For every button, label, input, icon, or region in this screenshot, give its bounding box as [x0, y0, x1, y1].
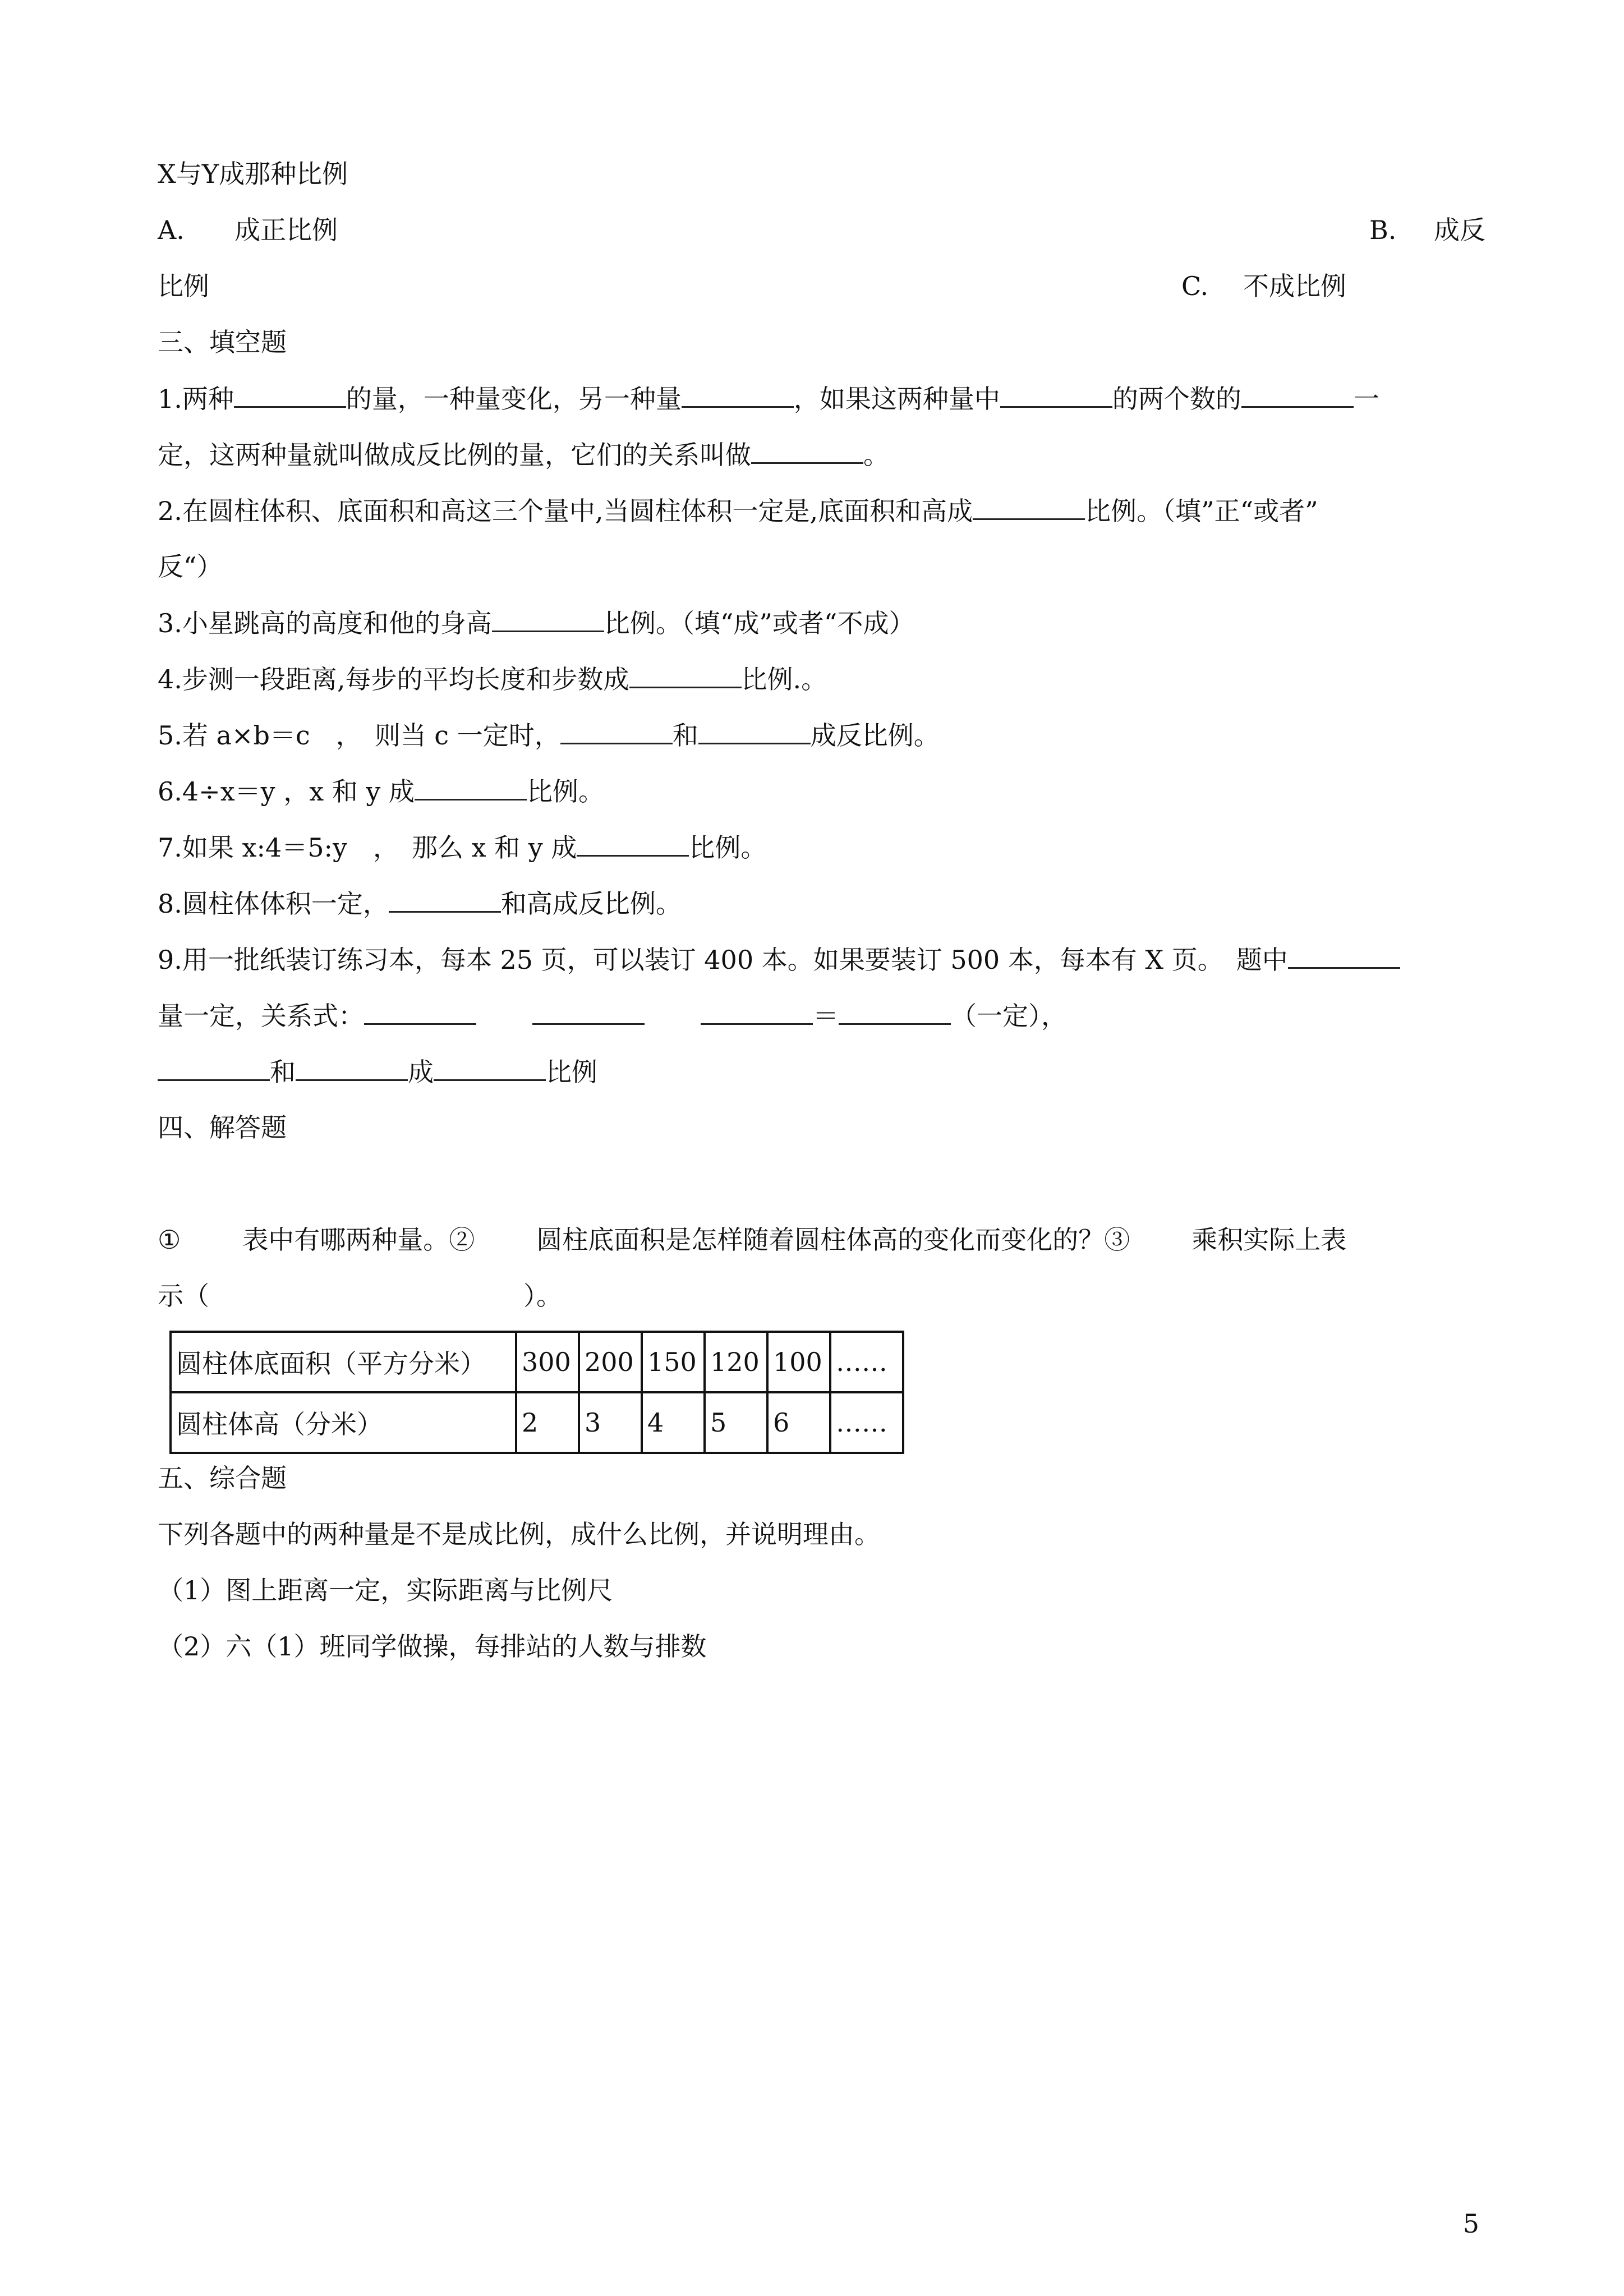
- q8-text-b: 和高成反比例。: [500, 889, 682, 919]
- q9-blank-5[interactable]: [839, 999, 951, 1025]
- q7: [158, 830, 1484, 864]
- table-cell: 6: [767, 1392, 830, 1453]
- q7-text-b: 比例。: [689, 832, 767, 863]
- q1-text-d: 的两个数的: [1112, 384, 1241, 414]
- q5-text-a: 5.若 a×b＝c ， 则当 c 一定时，: [158, 720, 560, 751]
- q1-text-a: 1.两种: [158, 384, 234, 414]
- q9-blank-2[interactable]: [364, 999, 476, 1025]
- data-table: [169, 1331, 904, 1454]
- top-question: [158, 157, 1484, 191]
- choice-a-label: A.: [158, 215, 185, 245]
- choice-b-text: 成反: [1434, 215, 1485, 245]
- row-label: 圆柱体底面积（平方分米）: [171, 1332, 516, 1392]
- q9-text-c: ＝: [813, 1001, 839, 1031]
- section5-title: 五、综合题: [158, 1463, 287, 1493]
- choice-c-text: 不成比例: [1243, 271, 1346, 301]
- section5-q2: （2）六（1）班同学做操，每排站的人数与排数: [158, 1631, 707, 1662]
- q4-blank[interactable]: [629, 662, 742, 688]
- q5-blank-2[interactable]: [698, 718, 811, 744]
- q1-blank-5[interactable]: [751, 438, 863, 464]
- q2-text-a: 2.在圆柱体积、底面积和高这三个量中,当圆柱体积一定是,底面积和高成: [158, 496, 973, 526]
- q9-text-a: 9.用一批纸装订练习本，每本 25 页，可以装订 400 本。如果要装订 500 本，每本有 X 页。 题中: [158, 945, 1288, 975]
- question-text: X与Y成那种比例: [158, 159, 348, 189]
- q5-text-c: 成反比例。: [810, 720, 940, 751]
- section5-q1: （1）图上距离一定，实际距离与比例尺: [158, 1575, 613, 1605]
- q2-line2: 反“）: [158, 551, 223, 582]
- q9-blank-6[interactable]: [158, 1055, 270, 1081]
- q9-text-f: 成: [408, 1057, 434, 1087]
- section3-title: 三、填空题: [158, 327, 287, 357]
- q1-line1: [158, 381, 1484, 416]
- q8-text-a: 8.圆柱体体积一定，: [158, 889, 389, 919]
- q9-line1: [158, 942, 1484, 977]
- q3: [158, 606, 1484, 640]
- choice-a-text: 成正比例: [234, 215, 338, 245]
- table-cell: 3: [579, 1392, 642, 1453]
- q1-text-g: 。: [863, 440, 889, 470]
- q9-blank-3[interactable]: [532, 999, 645, 1025]
- q1-blank-3[interactable]: [1000, 381, 1112, 408]
- table-cell: ……: [830, 1392, 903, 1453]
- table-cell: 5: [705, 1392, 767, 1453]
- q3-text-b: 比例。（填“成”或者“不成）: [604, 608, 915, 638]
- q9-blank-4[interactable]: [701, 999, 813, 1025]
- q9-text-d: （一定），: [951, 1001, 1067, 1031]
- q6: [158, 774, 1484, 808]
- row-label: 圆柱体高（分米）: [171, 1392, 516, 1453]
- q9-blank-1[interactable]: [1288, 942, 1400, 969]
- table-cell: 100: [767, 1332, 830, 1392]
- s4-marker-1: ①: [158, 1225, 181, 1255]
- choice-c-label: C.: [1181, 271, 1209, 301]
- table-cell: 4: [642, 1392, 705, 1453]
- q4-text-a: 4.步测一段距离,每步的平均长度和步数成: [158, 664, 629, 694]
- q1-text-f: 定，这两种量就叫做成反比例的量，它们的关系叫做: [158, 440, 751, 470]
- q9-line3: [158, 1055, 1484, 1089]
- q1-line2: [158, 438, 1484, 472]
- table-cell: 200: [579, 1332, 642, 1392]
- table-cell: 120: [705, 1332, 767, 1392]
- q5: [158, 718, 1484, 752]
- s4-text-open: 示（: [158, 1281, 209, 1311]
- q1-text-b: 的量，一种量变化，另一种量: [346, 384, 682, 414]
- choice-b-label: B.: [1369, 215, 1397, 245]
- q3-text-a: 3.小星跳高的高度和他的身高: [158, 608, 492, 638]
- q9-blank-8[interactable]: [434, 1055, 546, 1081]
- q1-blank-2[interactable]: [682, 381, 794, 408]
- q9-blank-7[interactable]: [296, 1055, 408, 1081]
- table-cell: ……: [830, 1332, 903, 1392]
- q6-blank[interactable]: [415, 774, 527, 800]
- q2-blank[interactable]: [973, 494, 1085, 520]
- q4: [158, 662, 1484, 696]
- q1-blank-1[interactable]: [234, 381, 346, 408]
- table-cell: 300: [516, 1332, 579, 1392]
- q1-text-e: 一: [1353, 384, 1379, 414]
- choice-b-text-cont: 比例: [158, 271, 209, 301]
- table-row: [171, 1392, 903, 1453]
- q9-text-e: 和: [270, 1057, 296, 1087]
- q5-text-b: 和: [672, 720, 698, 751]
- s4-text-c: 圆柱底面积是怎样随着圆柱体高的变化而变化的？③: [536, 1225, 1130, 1255]
- section4-title: 四、解答题: [158, 1112, 287, 1143]
- page-number: 5: [1462, 2208, 1479, 2239]
- section5-intro: 下列各题中的两种量是不是成比例，成什么比例，并说明理由。: [158, 1519, 880, 1549]
- choice-row-ab: [158, 213, 1484, 247]
- q2-text-b: 比例。（填”正“或者”: [1085, 496, 1318, 526]
- s4-text-d: 乘积实际上表: [1191, 1225, 1347, 1255]
- table-row: [171, 1332, 903, 1392]
- q8: [158, 886, 1484, 921]
- q9-text-g: 比例: [546, 1057, 597, 1087]
- q9-text-b: 量一定，关系式：: [158, 1001, 364, 1031]
- q2-line1: [158, 494, 1484, 528]
- s4-line2: [158, 1279, 1484, 1313]
- q7-blank[interactable]: [577, 830, 689, 857]
- q1-blank-4[interactable]: [1241, 381, 1354, 408]
- table-cell: 2: [516, 1392, 579, 1453]
- q1-text-c: ，如果这两种量中: [793, 384, 1000, 414]
- q3-blank[interactable]: [492, 606, 604, 632]
- q9-line2: [158, 999, 1484, 1033]
- q5-blank-1[interactable]: [560, 718, 673, 744]
- s4-text-b: 表中有哪两种量。②: [242, 1225, 475, 1255]
- q4-text-b: 比例.。: [741, 664, 827, 694]
- q8-blank[interactable]: [389, 886, 501, 913]
- q7-text-a: 7.如果 x:4＝5:y ， 那么 x 和 y 成: [158, 832, 577, 863]
- s4-line1: [158, 1223, 1484, 1257]
- q6-text-b: 比例。: [527, 776, 605, 807]
- s4-text-close: ）。: [523, 1281, 562, 1311]
- table-cell: 150: [642, 1332, 705, 1392]
- q6-text-a: 6.4÷x＝y ，x 和 y 成: [158, 776, 415, 807]
- choice-row-bc: [158, 269, 1484, 303]
